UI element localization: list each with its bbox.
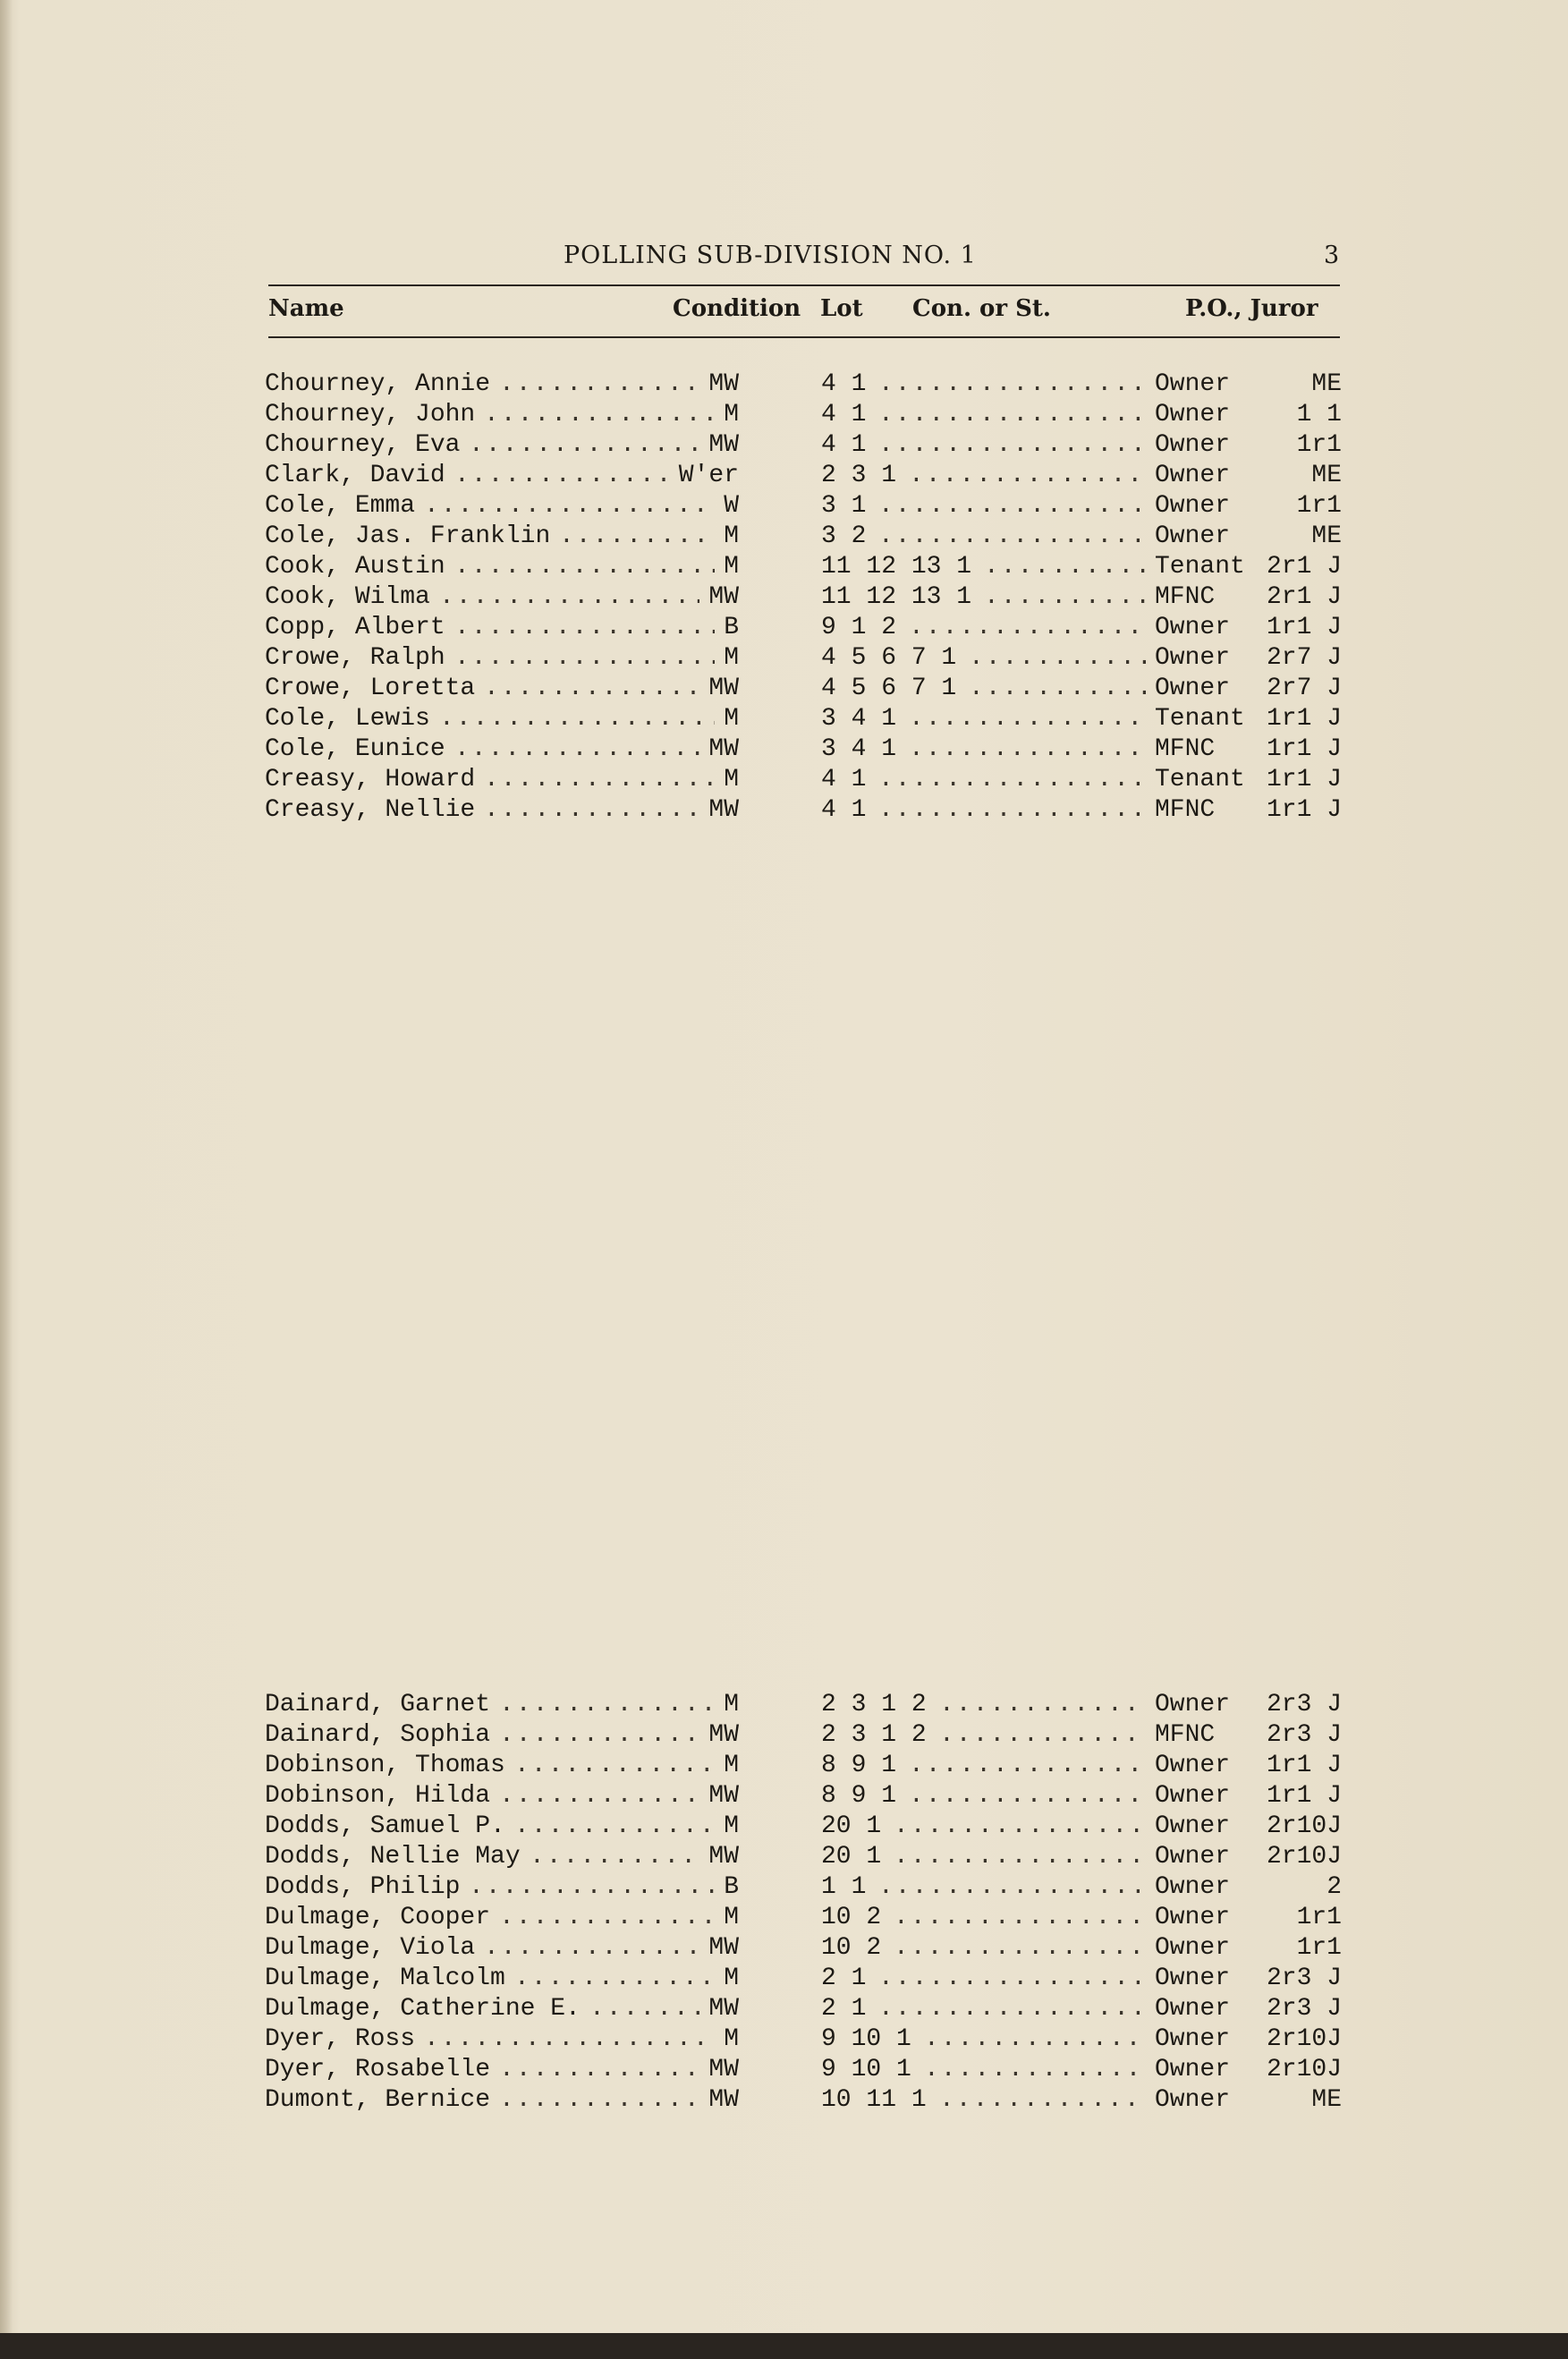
voter-po: Owner — [1155, 1752, 1231, 1779]
voter-juror: 1r1 J — [1266, 1752, 1342, 1779]
voter-po: Owner — [1155, 492, 1231, 520]
leader-dots — [894, 1843, 1146, 1871]
list-item — [265, 1904, 1342, 1934]
voter-po: Owner — [1155, 614, 1231, 641]
page-edge-shadow — [0, 0, 13, 2359]
voter-name: Chourney, John — [265, 401, 476, 429]
voter-lot: 2 1 — [821, 1964, 867, 1992]
leader-dots — [878, 1964, 1146, 1992]
leader-dots — [924, 2025, 1146, 2053]
voter-po: Owner — [1155, 1782, 1231, 1810]
leader-dots — [439, 583, 699, 611]
voter-condition: W — [724, 492, 739, 520]
list-item — [265, 1812, 1342, 1843]
voter-po: Owner — [1155, 1934, 1231, 1962]
leader-dots — [454, 553, 715, 581]
leader-dots — [984, 553, 1146, 581]
voter-lot: 2 3 1 2 — [821, 1691, 927, 1718]
list-item — [265, 522, 1342, 553]
voter-lot: 8 9 1 — [821, 1752, 897, 1779]
voter-condition: MW — [708, 796, 739, 824]
list-item — [265, 675, 1342, 705]
leader-dots — [878, 1995, 1146, 2023]
voter-po: Owner — [1155, 1843, 1231, 1871]
voter-condition: MW — [708, 1782, 739, 1810]
voter-po: Owner — [1155, 522, 1231, 550]
voter-juror: 2r3 J — [1266, 1691, 1342, 1718]
voter-name: Copp, Albert — [265, 614, 445, 641]
voter-po: Owner — [1155, 2025, 1231, 2053]
voter-lot: 4 5 6 7 1 — [821, 675, 957, 702]
voter-condition: M — [724, 522, 739, 550]
voter-po: Owner — [1155, 644, 1231, 672]
leader-dots — [939, 1721, 1146, 1749]
leader-dots — [589, 1995, 699, 2023]
voter-lot: 2 1 — [821, 1995, 867, 2023]
voter-po: MFNC — [1155, 735, 1216, 763]
header-rule-top — [268, 284, 1340, 286]
column-header-condition: Condition — [673, 295, 801, 322]
leader-dots — [924, 2056, 1146, 2083]
voter-po: Owner — [1155, 1873, 1231, 1901]
voter-juror: 1r1 J — [1266, 796, 1342, 824]
voter-po: Owner — [1155, 1964, 1231, 1992]
voter-condition: M — [724, 705, 739, 733]
leader-dots — [909, 614, 1146, 641]
voter-name: Dainard, Sophia — [265, 1721, 491, 1749]
voter-juror: 1 1 — [1296, 401, 1342, 429]
list-item — [265, 2056, 1342, 2086]
voter-lot: 3 2 — [821, 522, 867, 550]
leader-dots — [454, 735, 699, 763]
leader-dots — [484, 766, 715, 793]
voter-condition: M — [724, 2025, 739, 2053]
bottom-shadow-band — [0, 2333, 1568, 2359]
voter-condition: M — [724, 766, 739, 793]
voter-juror: 2r7 J — [1266, 644, 1342, 672]
voter-condition: B — [724, 1873, 739, 1901]
voter-name: Dumont, Bernice — [265, 2086, 491, 2114]
list-item — [265, 1691, 1342, 1721]
list-item — [265, 370, 1342, 401]
voter-po: Owner — [1155, 462, 1231, 489]
list-item — [265, 796, 1342, 827]
list-item — [265, 1721, 1342, 1752]
list-item — [265, 705, 1342, 735]
page-title: POLLING SUB-DIVISION NO. 1 — [564, 242, 977, 269]
voter-name: Dodds, Philip — [265, 1873, 461, 1901]
voter-name: Chourney, Annie — [265, 370, 491, 398]
leader-dots — [894, 1934, 1146, 1962]
voter-juror: 1r1 J — [1266, 705, 1342, 733]
list-item — [265, 401, 1342, 431]
voter-po: Owner — [1155, 431, 1231, 459]
voter-lot: 4 1 — [821, 401, 867, 429]
list-item — [265, 1752, 1342, 1782]
voter-juror: ME — [1311, 2086, 1342, 2114]
voter-name: Dulmage, Catherine E. — [265, 1995, 581, 2023]
voter-lot: 4 5 6 7 1 — [821, 644, 957, 672]
leader-dots — [878, 401, 1146, 429]
voter-lot: 3 4 1 — [821, 705, 897, 733]
voter-condition: MW — [708, 2056, 739, 2083]
list-item — [265, 1964, 1342, 1995]
voter-po: Owner — [1155, 1812, 1231, 1840]
voter-name: Dodds, Samuel P. — [265, 1812, 505, 1840]
voter-po: Tenant — [1155, 766, 1245, 793]
list-item — [265, 1843, 1342, 1873]
voter-name: Creasy, Howard — [265, 766, 476, 793]
leader-dots — [894, 1904, 1146, 1931]
list-item — [265, 583, 1342, 614]
voter-condition: M — [724, 644, 739, 672]
leader-dots — [484, 401, 715, 429]
voter-lot: 11 12 13 1 — [821, 553, 972, 581]
leader-dots — [878, 522, 1146, 550]
leader-dots — [969, 644, 1146, 672]
column-header-lot: Lot — [820, 295, 863, 322]
voter-condition: MW — [708, 583, 739, 611]
list-item — [265, 1873, 1342, 1904]
voter-juror: 1r1 J — [1266, 614, 1342, 641]
leader-dots — [530, 1843, 699, 1871]
voter-juror: 2r10J — [1266, 2056, 1342, 2083]
list-item — [265, 462, 1342, 492]
list-item — [265, 735, 1342, 766]
voter-juror: 2r3 J — [1266, 1721, 1342, 1749]
voter-condition: MW — [708, 735, 739, 763]
leader-dots — [878, 431, 1146, 459]
voter-condition: MW — [708, 1934, 739, 1962]
leader-dots — [484, 796, 699, 824]
voter-condition: B — [724, 614, 739, 641]
voter-lot: 20 1 — [821, 1843, 882, 1871]
leader-dots — [484, 1934, 699, 1962]
list-item — [265, 553, 1342, 583]
voter-name: Dyer, Ross — [265, 2025, 416, 2053]
voter-name: Chourney, Eva — [265, 431, 461, 459]
leader-dots — [514, 1812, 715, 1840]
voter-po: Tenant — [1155, 705, 1245, 733]
voter-lot: 1 1 — [821, 1873, 867, 1901]
leader-dots — [454, 644, 715, 672]
voter-juror: 2r10J — [1266, 1812, 1342, 1840]
list-item — [265, 2025, 1342, 2056]
leader-dots — [469, 431, 699, 459]
voter-condition: W'er — [678, 462, 739, 489]
voter-lot: 4 1 — [821, 766, 867, 793]
voter-lot: 2 3 1 2 — [821, 1721, 927, 1749]
voter-name: Crowe, Loretta — [265, 675, 476, 702]
voter-lot: 3 1 — [821, 492, 867, 520]
voter-name: Dulmage, Malcolm — [265, 1964, 505, 1992]
voter-lot: 9 1 2 — [821, 614, 897, 641]
leader-dots — [499, 370, 699, 398]
voter-condition: MW — [708, 2086, 739, 2114]
voter-lot: 20 1 — [821, 1812, 882, 1840]
voter-condition: MW — [708, 1721, 739, 1749]
voter-juror: 1r1 J — [1266, 735, 1342, 763]
list-item — [265, 1995, 1342, 2025]
column-header-po-juror: P.O., Juror — [1185, 295, 1318, 322]
voter-condition: M — [724, 1752, 739, 1779]
voter-juror: 1r1 — [1296, 431, 1342, 459]
voter-name: Dulmage, Cooper — [265, 1904, 491, 1931]
voter-condition: M — [724, 1691, 739, 1718]
voter-condition: MW — [708, 1843, 739, 1871]
voter-juror: 1r1 — [1296, 492, 1342, 520]
voter-po: Owner — [1155, 1995, 1231, 2023]
voter-lot: 3 4 1 — [821, 735, 897, 763]
voter-juror: 2r1 J — [1266, 553, 1342, 581]
voter-condition: M — [724, 1964, 739, 1992]
voter-name: Cook, Austin — [265, 553, 445, 581]
voter-juror: 1r1 J — [1266, 1782, 1342, 1810]
leader-dots — [878, 796, 1146, 824]
leader-dots — [514, 1752, 715, 1779]
leader-dots — [909, 1782, 1146, 1810]
voter-lot: 10 2 — [821, 1904, 882, 1931]
voter-lot: 9 10 1 — [821, 2056, 911, 2083]
column-header-name: Name — [268, 295, 344, 322]
leader-dots — [439, 705, 715, 733]
voter-lot: 4 1 — [821, 431, 867, 459]
voter-lot: 8 9 1 — [821, 1782, 897, 1810]
voter-lot: 11 12 13 1 — [821, 583, 972, 611]
voter-name: Dyer, Rosabelle — [265, 2056, 491, 2083]
voter-po: MFNC — [1155, 583, 1216, 611]
voter-condition: M — [724, 1812, 739, 1840]
voter-list-section-c — [265, 370, 1342, 827]
list-item — [265, 2086, 1342, 2117]
list-item — [265, 1934, 1342, 1964]
leader-dots — [424, 2025, 715, 2053]
list-item — [265, 614, 1342, 644]
column-header-con: Con. or St. — [912, 295, 1051, 322]
leader-dots — [499, 2056, 699, 2083]
voter-po: Owner — [1155, 1904, 1231, 1931]
voter-lot: 4 1 — [821, 370, 867, 398]
voter-juror: 1r1 — [1296, 1934, 1342, 1962]
leader-dots — [454, 614, 715, 641]
list-item — [265, 766, 1342, 796]
voter-juror: 2 — [1326, 1873, 1342, 1901]
voter-lot: 2 3 1 — [821, 462, 897, 489]
leader-dots — [909, 705, 1146, 733]
voter-lot: 9 10 1 — [821, 2025, 911, 2053]
leader-dots — [894, 1812, 1146, 1840]
list-item — [265, 1782, 1342, 1812]
leader-dots — [559, 522, 715, 550]
voter-name: Dulmage, Viola — [265, 1934, 476, 1962]
leader-dots — [424, 492, 715, 520]
voter-condition: MW — [708, 1995, 739, 2023]
voter-condition: M — [724, 401, 739, 429]
voter-condition: MW — [708, 675, 739, 702]
voter-juror: 2r10J — [1266, 1843, 1342, 1871]
leader-dots — [909, 735, 1146, 763]
leader-dots — [939, 1691, 1146, 1718]
voter-lot: 10 2 — [821, 1934, 882, 1962]
list-item — [265, 644, 1342, 675]
voter-juror: 2r3 J — [1266, 1995, 1342, 2023]
voter-condition: M — [724, 1904, 739, 1931]
list-item — [265, 431, 1342, 462]
leader-dots — [454, 462, 670, 489]
voter-po: Owner — [1155, 675, 1231, 702]
voter-po: Owner — [1155, 2056, 1231, 2083]
voter-po: MFNC — [1155, 1721, 1216, 1749]
leader-dots — [499, 1691, 715, 1718]
page-number: 3 — [1324, 242, 1340, 269]
voter-juror: 2r1 J — [1266, 583, 1342, 611]
voter-name: Clark, David — [265, 462, 445, 489]
voter-po: Owner — [1155, 1691, 1231, 1718]
leader-dots — [878, 492, 1146, 520]
voter-lot: 10 11 1 — [821, 2086, 927, 2114]
leader-dots — [939, 2086, 1146, 2114]
list-item — [265, 492, 1342, 522]
voter-name: Dobinson, Hilda — [265, 1782, 491, 1810]
voter-juror: 1r1 — [1296, 1904, 1342, 1931]
voter-name: Crowe, Ralph — [265, 644, 445, 672]
leader-dots — [878, 1873, 1146, 1901]
voter-juror: 2r7 J — [1266, 675, 1342, 702]
leader-dots — [499, 2086, 699, 2114]
leader-dots — [514, 1964, 715, 1992]
leader-dots — [499, 1782, 699, 1810]
voter-condition: MW — [708, 370, 739, 398]
voter-condition: M — [724, 553, 739, 581]
voter-name: Cook, Wilma — [265, 583, 430, 611]
voter-condition: MW — [708, 431, 739, 459]
voter-list-section-d — [265, 1691, 1342, 2117]
voter-po: MFNC — [1155, 796, 1216, 824]
leader-dots — [484, 675, 699, 702]
leader-dots — [878, 766, 1146, 793]
voter-name: Creasy, Nellie — [265, 796, 476, 824]
voter-name: Dobinson, Thomas — [265, 1752, 505, 1779]
voter-juror: ME — [1311, 370, 1342, 398]
voter-lot: 4 1 — [821, 796, 867, 824]
leader-dots — [499, 1721, 699, 1749]
voter-name: Cole, Lewis — [265, 705, 430, 733]
voter-po: Tenant — [1155, 553, 1245, 581]
voter-juror: ME — [1311, 522, 1342, 550]
leader-dots — [878, 370, 1146, 398]
leader-dots — [909, 462, 1146, 489]
leader-dots — [984, 583, 1146, 611]
voter-name: Cole, Emma — [265, 492, 416, 520]
header-rule-bottom — [268, 336, 1340, 338]
leader-dots — [909, 1752, 1146, 1779]
voter-name: Cole, Jas. Franklin — [265, 522, 551, 550]
leader-dots — [469, 1873, 715, 1901]
voter-juror: 2r10J — [1266, 2025, 1342, 2053]
voter-name: Dodds, Nellie May — [265, 1843, 521, 1871]
voter-name: Cole, Eunice — [265, 735, 445, 763]
voter-name: Dainard, Garnet — [265, 1691, 491, 1718]
leader-dots — [969, 675, 1146, 702]
leader-dots — [499, 1904, 715, 1931]
voter-juror: 2r3 J — [1266, 1964, 1342, 1992]
voter-po: Owner — [1155, 401, 1231, 429]
voter-po: Owner — [1155, 2086, 1231, 2114]
voter-juror: 1r1 J — [1266, 766, 1342, 793]
voter-juror: ME — [1311, 462, 1342, 489]
voter-po: Owner — [1155, 370, 1231, 398]
